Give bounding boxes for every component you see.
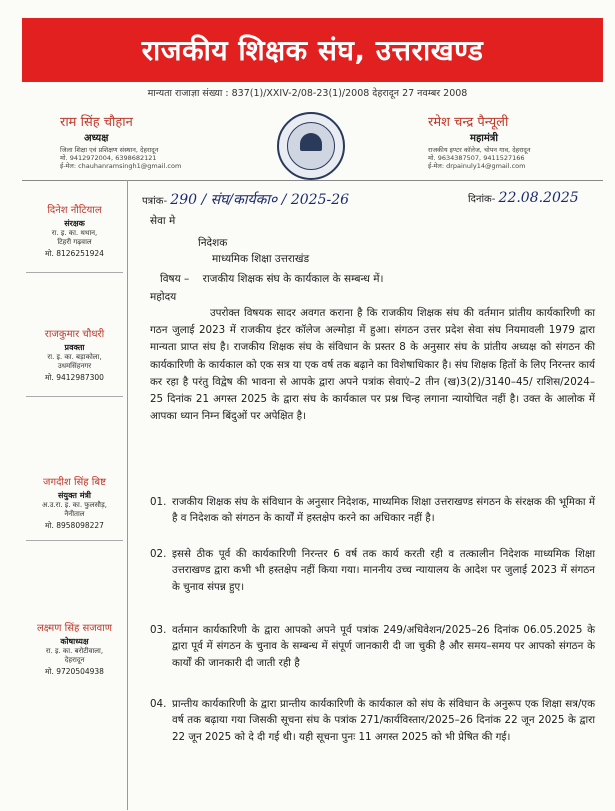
member-name: दिनेश नौटियाल [47,205,102,216]
member-addr: रा. इ. का. थथान, [51,229,98,237]
member-role: संरक्षक [64,219,85,228]
member-name: लक्ष्मण सिंह सजवाण [36,623,113,634]
president-role: अध्यक्ष [84,133,109,144]
member-addr: रा. इ. का. बरोटीवाला, [45,647,104,655]
president-name: राम सिंह चौहान [60,115,133,130]
point-text: प्रान्तीय कार्यकारिणी के द्वारा प्रान्तीय कार्यकारिणी के कार्यकाल को संघ के संविधान के अनुरूप एक शिक्षा सत्र/एक वर्ष तक बढ़ाया गया जिसकी सूचना संघ के पत्रांक 271/कार्यविस्तार/2025–26 दिनांक 22 जून 2025 के द्वारा 22 जून 2025 को दे दी गई थी। यही सूचना पुनः 11 अगस्त 2025 को भी प्रेषित की गई। [172,698,595,743]
president-addr-line: ई-मेल: chauhanramsingh1@gmail.com [60,162,182,170]
sidebar-member [22,620,127,677]
president-contact [60,146,181,170]
date-label: दिनांक- [468,194,496,205]
secretary-role: महामंत्री [470,133,498,144]
sidebar-divider [26,272,123,273]
to-line: सेवा मे [150,215,176,227]
member-phone: मो. 8958098227 [45,521,104,530]
point-item [150,546,595,595]
salutation: महोदय [150,291,177,303]
org-title: राजकीय शिक्षक संघ, उत्तराखण्ड [141,34,484,67]
member-addr: देहरादून [64,656,85,664]
member-name: जगदीश सिंह बिष्ट [43,477,106,488]
reference-number [142,190,349,209]
member-addr: नैनीताल [64,510,85,518]
point-text: राजकीय शिक्षक संघ के संविधान के अनुसार निदेशक, माध्यमिक शिक्षा उत्तराखण्ड संगठन के संरक्षक की भूमिका में है व निदेशक को संगठन के कार्यों में हस्तक्षेप करने का अधिकार नहीं है। [172,496,595,525]
member-role: संयुक्त मंत्री [58,491,91,500]
letter-body: उपरोक्त विषयक सादर अवगत कराना है कि राजकीय शिक्षक संघ की वर्तमान प्रांतीय कार्यकारिणी का गठन जुलाई 2023 में राजकीय इंटर कॉलेज अल्मोड़ा में हुआ। संगठन उत्तर प्रदेश सेवा संघ नियमावली 1979 द्वारा मान्यता प्राप्त संघ है। राजकीय शिक्षक संघ के संविधान के प्रस्तर 8 के अनुसार संघ के प्रांतीय अध्यक्ष को संगठन की कार्यकारिणी के कार्यकाल को एक सत्र या एक वर्ष तक बढ़ाने का विशेषाधिकार है। संघ शिक्षक हितों के लिए निरन्तर कार्य कर रहा है परंतु विद्वेष की भावना से आपके द्वारा अपने पत्रांक सेवाएं–2 तीन (ख)3(2)/3140–45/ राशिस/2024–25 दिनांक 21 अगस्त 2025 के द्वारा संघ के कार्यकाल पर प्रश्न चिन्ह लगाना न्यायोचित नहीं है। उक्त के आलोक में आपका ध्यान निम्न बिंदुओं पर अपेक्षित है। [150,307,595,423]
point-item [150,622,595,671]
secretary-addr-line: ई-मेल: drpainuly14@gmail.com [428,162,526,170]
point-item [150,696,595,745]
union-logo [277,112,345,180]
recipient-dept: माध्यमिक शिक्षा उत्तराखंड [212,253,310,265]
sidebar-divider [26,396,123,397]
point-number: 02. [150,548,167,560]
sidebar-divider [26,540,123,541]
president-addr-line: मो. 9412972004, 6398682121 [60,154,157,162]
point-number: 01. [150,496,167,508]
member-addr: रा. इ. का. बड़ाकोला, [47,353,102,361]
sidebar-member [22,474,127,531]
point-text: वर्तमान कार्यकारिणी के द्वारा आपको अपने पूर्व पत्रांक 249/अधिवेशन/2025–26 दिनांक 06.05.2025 के द्वारा पूर्व में संगठन के चुनाव के सम्बन्ध में संपूर्ण जानकारी दी जा चुकी है और समय–समय पर आपको संगठन के कार्यों की जानकारी दी जाती रही है [172,624,595,669]
point-number: 04. [150,698,167,710]
member-name: राजकुमार चौधरी [44,329,105,340]
sidebar-member [22,202,127,259]
point-item [150,494,595,527]
member-phone: मो. 9720504938 [45,667,104,676]
point-text: इससे ठीक पूर्व की कार्यकारिणी निरन्तर 6 वर्ष तक कार्य करती रही व तत्कालीन निदेशक माध्यमिक शिक्षा उत्तराखण्ड द्वारा कभी भी हस्तक्षेप नहीं किया गया। माननीय उच्च न्यायालय के आदेश पर जुलाई 2023 में संगठन के चुनाव संपन्न हुए। [172,548,595,593]
subject-label: विषय – [160,273,190,285]
member-role: कोषाध्यक्ष [60,637,89,646]
recipient-title: निदेशक [198,237,228,249]
sidebar-member [22,326,127,383]
secretary-contact [428,146,531,170]
secretary-name: रमेश चन्द्र पैन्यूली [428,115,509,130]
subject-text: राजकीय शिक्षक संघ के कार्यकाल के सम्बन्ध में। [202,273,384,285]
member-addr: टिहरी गढ़वाल [57,238,92,246]
org-banner [22,18,603,82]
date-value: 22.08.2025 [498,190,579,206]
member-phone: मो. 8126251924 [45,249,104,258]
secretary-addr-line: राजकीय इण्टर कॉलेज, चोपन गाव, देहरादून [428,146,531,154]
president-addr-line: जिला शिक्षा एवं प्रशिक्षण संस्थान, देहरादून [60,146,159,154]
point-number: 03. [150,624,167,636]
secretary-addr-line: मो. 9634387507, 9411527166 [428,154,525,162]
member-phone: मो. 9412987300 [45,373,104,382]
recognition-line: मान्यता राजाज्ञा संख्या : 837(1)/XXIV-2/08-23(1)/2008 देहरादून 27 नवम्बर 2008 [147,88,468,99]
ref-label: पत्रांक- [142,196,168,207]
office-bearers-sidebar [22,180,128,810]
member-addr: उधमसिंहनगर [57,362,92,370]
member-role: प्रवक्ता [64,343,85,352]
subject-line [160,272,384,286]
letter-date [468,190,579,206]
member-addr: अ.उ.रा. इ. का. फुलसौड़, [42,501,107,509]
ref-value: 290 / संघ/कार्यका० / 2025-26 [170,192,350,208]
